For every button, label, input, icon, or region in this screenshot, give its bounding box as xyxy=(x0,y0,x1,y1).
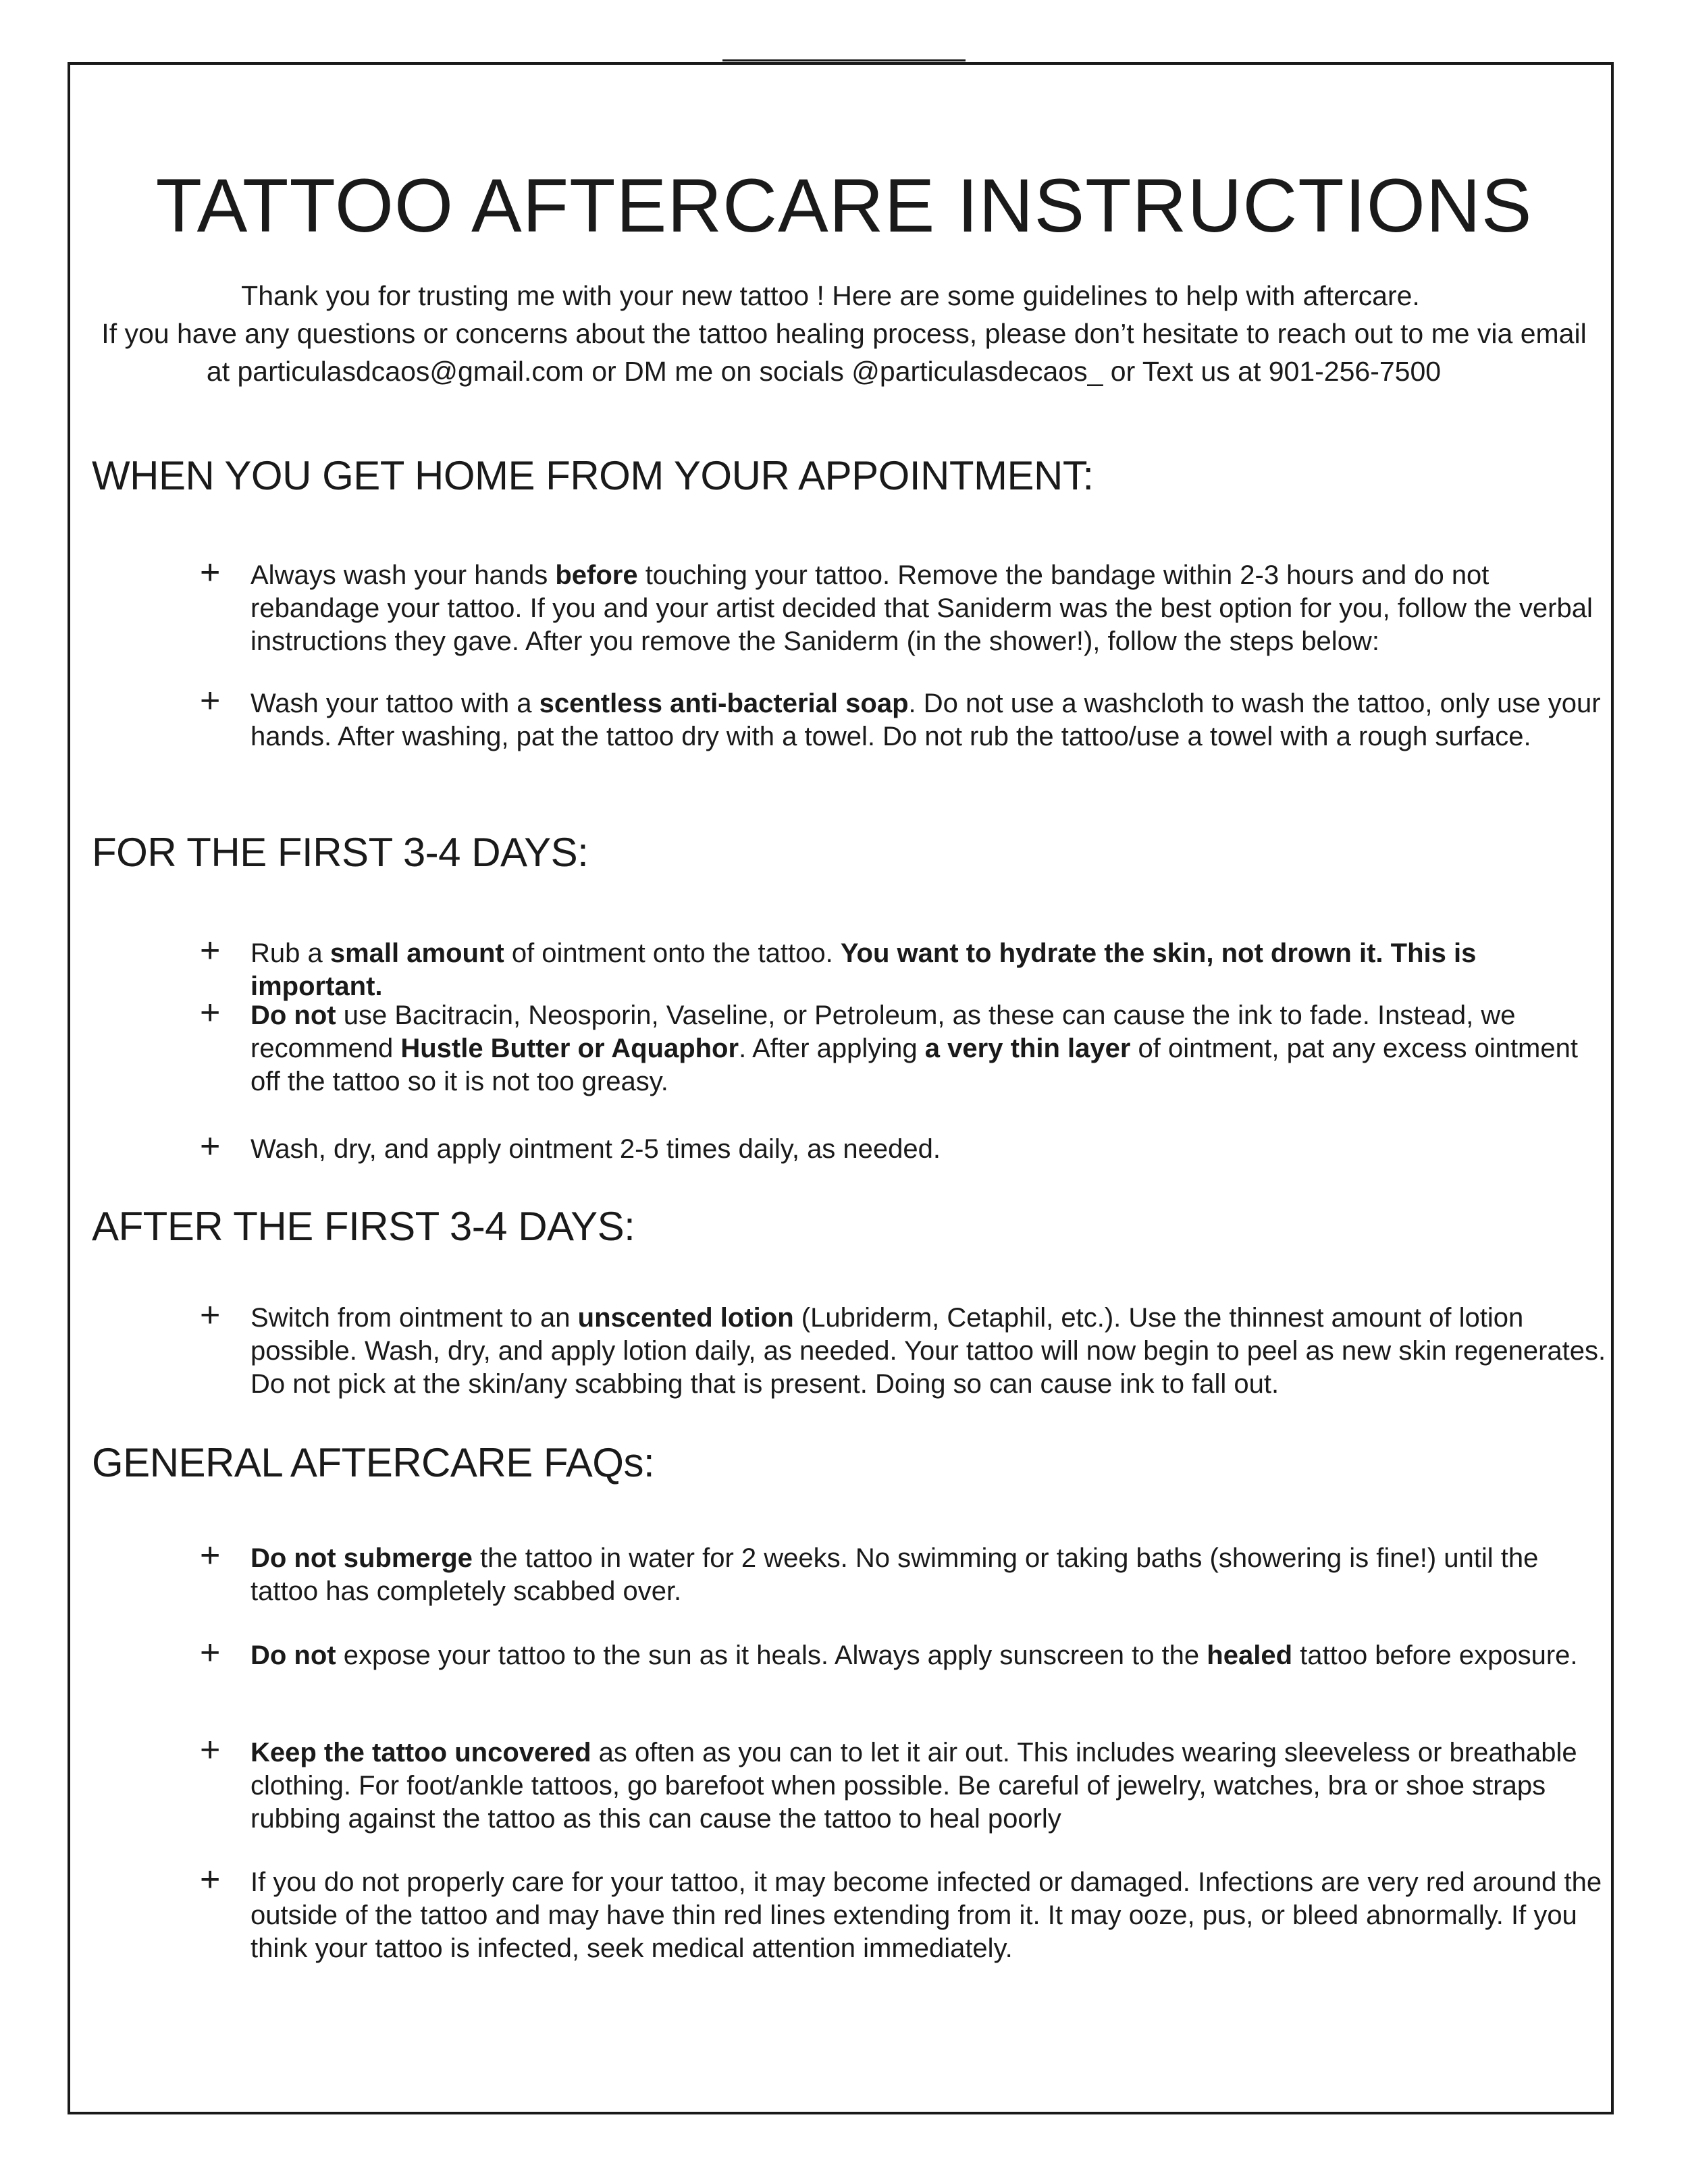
list-item xyxy=(200,553,1611,658)
list-item xyxy=(200,931,1611,1003)
list-item xyxy=(200,1296,1611,1401)
list-item xyxy=(200,1860,1611,1965)
plus-bullet-icon: + xyxy=(200,1536,221,1575)
list-item xyxy=(200,681,1611,753)
list-item-text: Switch from ointment to an unscented lotion (Lubriderm, Cetaphil, etc.). Use the thinnest amount of lotion possible. Wash, dry, and apply lotion daily, as needed. Your tattoo will now begin to peel as new skin regenerates. Do not pick at the skin/any scabbing that is present. Doing so can cause ink to fall out. xyxy=(250,1303,1606,1399)
plus-bullet-icon: + xyxy=(200,1730,221,1769)
list-item-text: If you do not properly care for your tattoo, it may become infected or damaged. Infections are very red around the outside of the tattoo and may have thin red lines extending from it. It may ooze, pus, or bleed abnormally. If you think your tattoo is infected, seek medical attention immediately. xyxy=(250,1867,1602,1963)
list-item xyxy=(200,1127,1611,1166)
list-item-text: Wash, dry, and apply ointment 2-5 times daily, as needed. xyxy=(250,1134,941,1164)
plus-bullet-icon: + xyxy=(200,993,221,1032)
plus-bullet-icon: + xyxy=(200,553,221,592)
list-item-text: Wash your tattoo with a scentless anti-bacterial soap. Do not use a washcloth to wash the tattoo, only use your hands. After washing, pat the tattoo dry with a towel. Do not rub the tattoo/use a towel with a rough surface. xyxy=(250,689,1601,751)
section-heading-after-days: AFTER THE FIRST 3-4 DAYS: xyxy=(92,1204,635,1249)
plus-bullet-icon: + xyxy=(200,1633,221,1672)
plus-bullet-icon: + xyxy=(200,1860,221,1899)
plus-bullet-icon: + xyxy=(200,1127,221,1166)
list-item xyxy=(200,1536,1611,1608)
list-item xyxy=(200,1730,1611,1836)
section-heading-first-days: FOR THE FIRST 3-4 DAYS: xyxy=(92,830,589,875)
intro-line-1: Thank you for trusting me with your new tattoo ! Here are some guidelines to help with aftercare. xyxy=(241,280,1420,311)
top-rule xyxy=(722,59,966,61)
section-heading-faq: GENERAL AFTERCARE FAQs: xyxy=(92,1440,655,1485)
page-title: TATTOO AFTERCARE INSTRUCTIONS xyxy=(155,163,1533,248)
list-item xyxy=(200,993,1611,1098)
intro-line-2: If you have any questions or concerns about the tattoo healing process, please don’t hesitate to reach out to me via email xyxy=(101,318,1587,349)
intro-paragraph xyxy=(0,277,1688,390)
list-item-text: Do not use Bacitracin, Neosporin, Vaseline, or Petroleum, as these can cause the ink to fade. Instead, we recommend Hustle Butter or Aquaphor. After applying a very thin layer of ointment, pat any excess ointment off the tattoo so it is not too greasy. xyxy=(250,1001,1578,1096)
plus-bullet-icon: + xyxy=(200,1296,221,1335)
list-item-text: Keep the tattoo uncovered as often as you can to let it air out. This includes wearing sleeveless or breathable clothing. For foot/ankle tattoos, go barefoot when possible. Be careful of jewelry, watches, bra or shoe straps rubbing against the tattoo as this can cause the tattoo to heal poorly xyxy=(250,1738,1577,1834)
section-heading-home: WHEN YOU GET HOME FROM YOUR APPOINTMENT: xyxy=(92,453,1094,498)
plus-bullet-icon: + xyxy=(200,681,221,720)
list-item-text: Do not expose your tattoo to the sun as it heals. Always apply sunscreen to the healed tattoo before exposure. xyxy=(250,1641,1578,1670)
plus-bullet-icon: + xyxy=(200,931,221,970)
list-item-text: Always wash your hands before touching your tattoo. Remove the bandage within 2-3 hours and do not rebandage your tattoo. If you and your artist decided that Saniderm was the best option for you, follow the verbal instructions they gave. After you remove the Saniderm (in the shower!), follow the steps below: xyxy=(250,560,1593,656)
list-item-text: Rub a small amount of ointment onto the tattoo. You want to hydrate the skin, not drown it. This is important. xyxy=(250,938,1477,1001)
intro-line-3: at particulasdcaos@gmail.com or DM me on socials @particulasdecaos_ or Text us at 901-256-7500 xyxy=(206,356,1442,387)
list-item-text: Do not submerge the tattoo in water for 2 weeks. No swimming or taking baths (showering is fine!) until the tattoo has completely scabbed over. xyxy=(250,1543,1539,1606)
list-item xyxy=(200,1633,1611,1672)
